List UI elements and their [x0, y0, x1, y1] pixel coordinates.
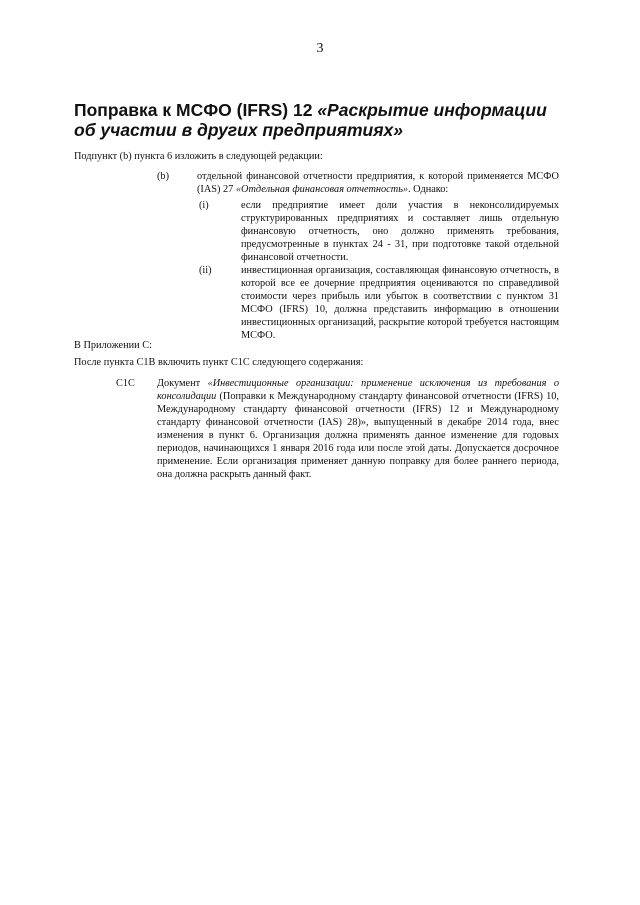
item-b-text-end: . Однако:: [408, 184, 449, 195]
c1c-text-italic: «Инвестиционные организации: применение исключения из требования о консолидации: [157, 378, 559, 402]
intro-paragraph: Подпункт (b) пункта 6 изложить в следующей редакции:: [74, 151, 323, 162]
item-ii-text: инвестиционная организация, составляющая финансовую отчетность, в которой все ее дочерние предприятия оцениваются по справедливой стоимости через прибыль или убыток в соответствии с пунктом 31 МСФО (IFRS) 10, должна представить информацию в отношении инвестиционных организаций, раскрытие которой требуется настоящим МСФО.: [241, 265, 559, 341]
item-b-label: (b): [157, 171, 170, 182]
c1c-label: С1С: [116, 378, 135, 389]
heading-standard-title: «Раскрытие информации об участии в других предприятиях»: [74, 100, 547, 140]
item-ii-label: (ii): [199, 265, 212, 276]
page-number: 3: [316, 41, 324, 56]
item-b-text-italic: «Отдельная финансовая отчетность»: [235, 184, 409, 195]
amendment-heading: [74, 100, 554, 140]
appendix-c-heading: В Приложении С:: [74, 340, 152, 351]
heading-prefix: Поправка к МСФО (IFRS) 12: [74, 100, 318, 120]
c1c-text-end: (Поправки к Международному стандарту финансовой отчетности (IFRS) 10, Международному стандарту финансовой отчетности (IFRS) 12 и Международному стандарту финансовой отчетности (IAS) 28)», выпущенный в декабре 2014 года, внес изменения в пункт 6. Организация должна применять данное изменение для годовых периодов, начинающихся 1 января 2016 года или после этой даты. Допускается досрочное применение. Если организация применяет данную поправку для более раннего периода, она должна раскрыть данный факт.: [157, 391, 559, 480]
item-b-text: [197, 170, 559, 196]
item-i-text: если предприятие имеет доли участия в неконсолидируемых структурированных предприятиях и составляет лишь отдельную финансовую отчетность, оно должно применять требования, предусмотренные в пунктах 24 - 31, при подготовке такой отдельной финансовой отчетности.: [241, 200, 559, 263]
item-i-label: (i): [199, 200, 209, 211]
item-b-text-start: отдельной финансовой отчетности предприятия, к которой применяется МСФО (IAS) 27: [197, 171, 559, 195]
c1c-text-start: Документ: [157, 378, 208, 389]
c1c-text: [157, 377, 559, 481]
after-c1b-instruction: После пункта С1В включить пункт С1С следующего содержания:: [74, 357, 364, 368]
